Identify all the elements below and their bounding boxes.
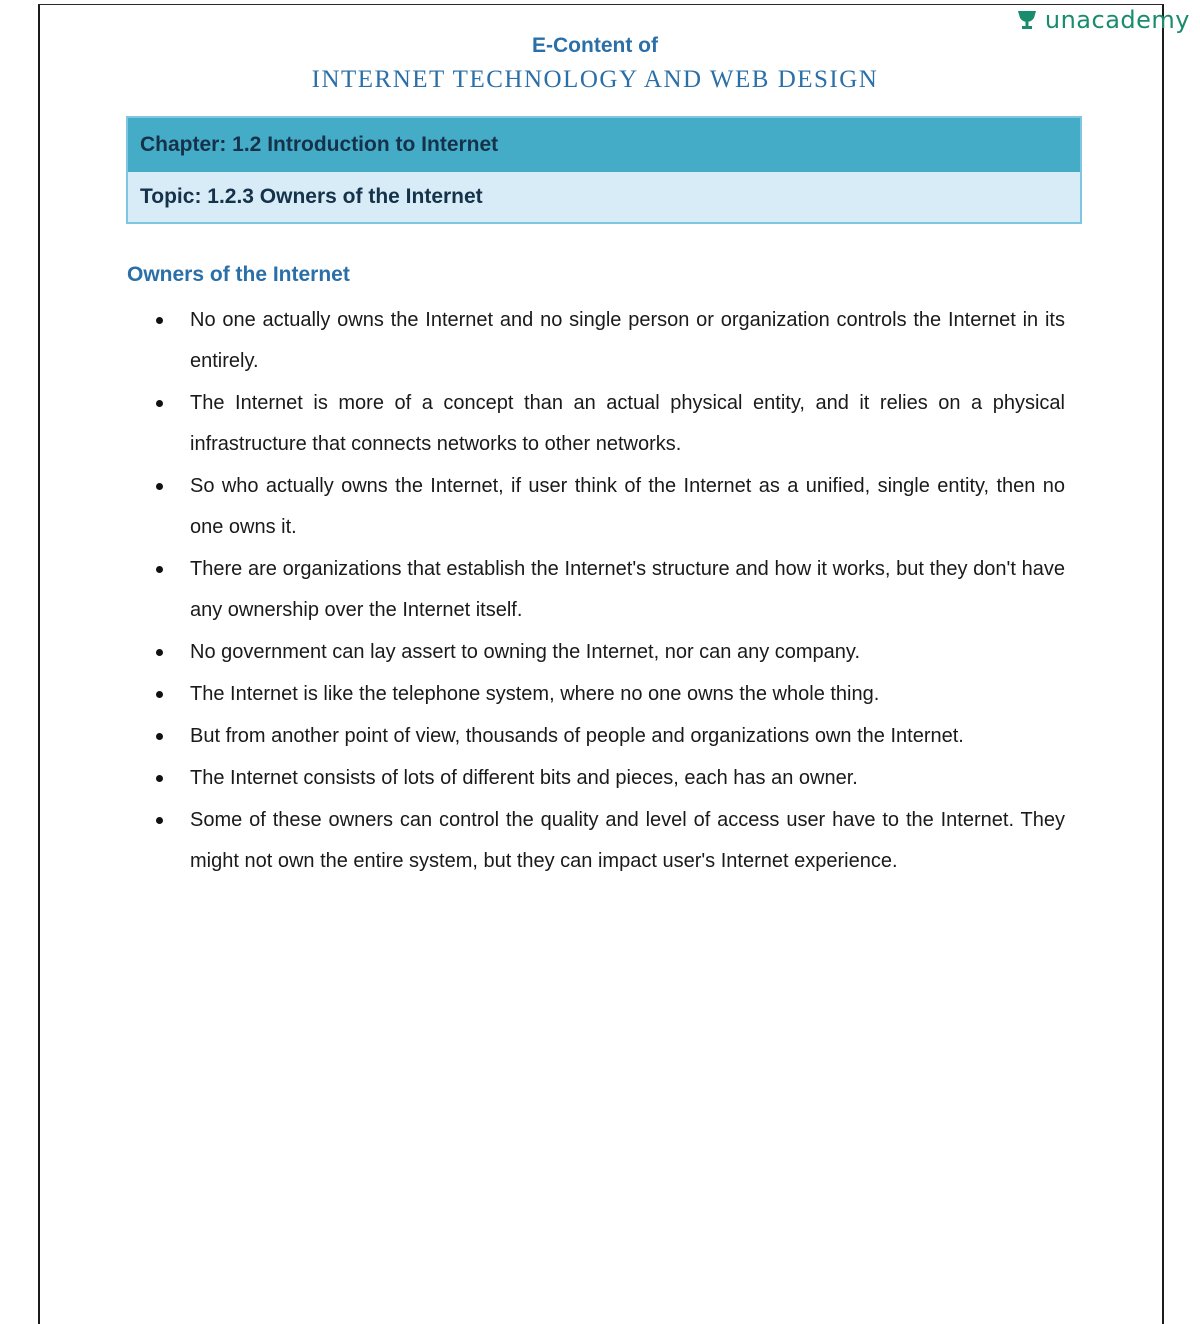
brand-logo bbox=[1015, 6, 1190, 34]
chapter-bar: Chapter: 1.2 Introduction to Internet bbox=[128, 118, 1080, 172]
bullet-dot-icon bbox=[156, 775, 163, 782]
bullet-dot-icon bbox=[156, 691, 163, 698]
bullet-text: The Internet is like the telephone system, where no one owns the whole thing. bbox=[190, 683, 880, 705]
bullet-dot-icon bbox=[156, 483, 163, 490]
document-title: INTERNET TECHNOLOGY AND WEB DESIGN bbox=[311, 66, 879, 93]
bullet-text: There are organizations that establish the Internet's structure and how it works, but they don't have any ownership over the Internet itself. bbox=[190, 558, 1065, 621]
chapter-topic-box bbox=[126, 116, 1082, 224]
bullet-dot-icon bbox=[156, 566, 163, 573]
bullet-dot-icon bbox=[156, 317, 163, 324]
bullet-text: The Internet consists of lots of different bits and pieces, each has an owner. bbox=[190, 767, 858, 789]
bullet-text: But from another point of view, thousands of people and organizations own the Internet. bbox=[190, 725, 964, 747]
list-item bbox=[150, 632, 1065, 673]
trophy-icon bbox=[1015, 8, 1039, 32]
brand-name: unacademy bbox=[1044, 6, 1190, 34]
bullet-text: Some of these owners can control the quality and level of access user have to the Internet. They might not own the entire system, but they can impact user's Internet experience. bbox=[190, 809, 1065, 872]
list-item bbox=[150, 549, 1065, 631]
list-item bbox=[150, 800, 1065, 882]
bullet-list bbox=[150, 300, 1065, 883]
bullet-text: The Internet is more of a concept than an actual physical entity, and it relies on a physical infrastructure that connects networks to other networks. bbox=[190, 392, 1065, 455]
bullet-dot-icon bbox=[156, 733, 163, 740]
list-item bbox=[150, 300, 1065, 382]
list-item bbox=[150, 466, 1065, 548]
list-item bbox=[150, 716, 1065, 757]
bullet-text: So who actually owns the Internet, if user think of the Internet as a unified, single entity, then no one owns it. bbox=[190, 475, 1065, 538]
bullet-dot-icon bbox=[156, 649, 163, 656]
list-item bbox=[150, 674, 1065, 715]
topic-bar: Topic: 1.2.3 Owners of the Internet bbox=[128, 172, 1080, 222]
econtent-label: E-Content of bbox=[532, 34, 658, 57]
bullet-text: No government can lay assert to owning the Internet, nor can any company. bbox=[190, 641, 860, 663]
section-heading: Owners of the Internet bbox=[127, 263, 350, 286]
bullet-dot-icon bbox=[156, 400, 163, 407]
list-item bbox=[150, 383, 1065, 465]
bullet-text: No one actually owns the Internet and no single person or organization controls the Internet in its entirely. bbox=[190, 309, 1065, 372]
bullet-dot-icon bbox=[156, 817, 163, 824]
list-item bbox=[150, 758, 1065, 799]
